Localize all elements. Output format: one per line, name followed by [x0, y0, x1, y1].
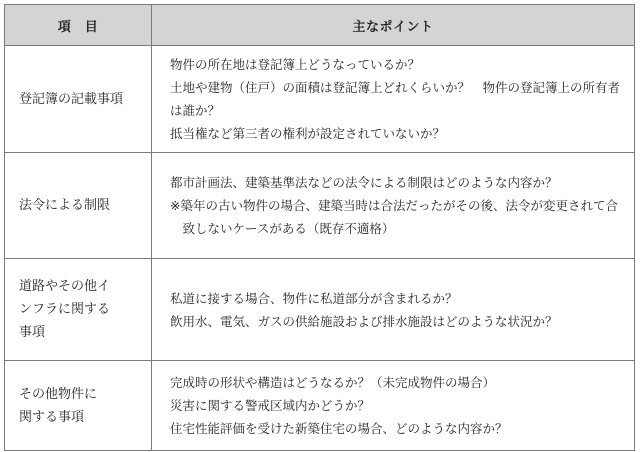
important-matters-table [4, 4, 635, 451]
point-text: 抵当権など第三者の権利が設定されていないか？ [170, 126, 446, 141]
points-cell [152, 361, 635, 451]
point-text: 災害に関する警戒区域内かどうか？ [170, 398, 371, 413]
point-text: 飲用水、電気、ガスの供給施設および排水施設はどのような状況か？ [170, 313, 558, 329]
header-item: 項 目 [5, 5, 152, 46]
item-cell: その他物件に関する事項 [5, 361, 152, 451]
points-cell [152, 46, 635, 153]
item-cell: 法令による制限 [5, 153, 152, 259]
table-row [5, 361, 635, 451]
table-row [5, 153, 635, 259]
note-text: ※築年の古い物件の場合、建築当時は合法だったがその後、法令が変更されて合致しないケースがある（既存不適格） [170, 198, 618, 236]
header-points: 主なポイント [152, 5, 635, 46]
point-text: 私道に接する場合、物件に私道部分が含まれるか？ [170, 290, 458, 306]
point-text: 住宅性能評価を受けた新築住宅の場合、どのような内容か？ [170, 421, 508, 436]
point-text: 完成時の形状や構造はどうなるか？（未完成物件の場合） [170, 375, 496, 390]
item-cell: 道路やその他インフラに関する事項 [5, 259, 152, 361]
item-cell: 登記簿の記載事項 [5, 46, 152, 153]
point-text: 物件の所在地は登記簿上どうなっているか？ [170, 57, 421, 72]
table-row [5, 46, 635, 153]
points-cell [152, 153, 635, 259]
points-cell [152, 259, 635, 361]
table-row [5, 259, 635, 361]
header-row [5, 5, 635, 46]
point-text: 都市計画法、建築基準法などの法令による制限はどのような内容か？ [170, 175, 558, 190]
point-text: 土地や建物（住戸）の面積は登記簿上どれくらいか？ 物件の登記簿上の所有者は誰か？ [170, 80, 621, 118]
